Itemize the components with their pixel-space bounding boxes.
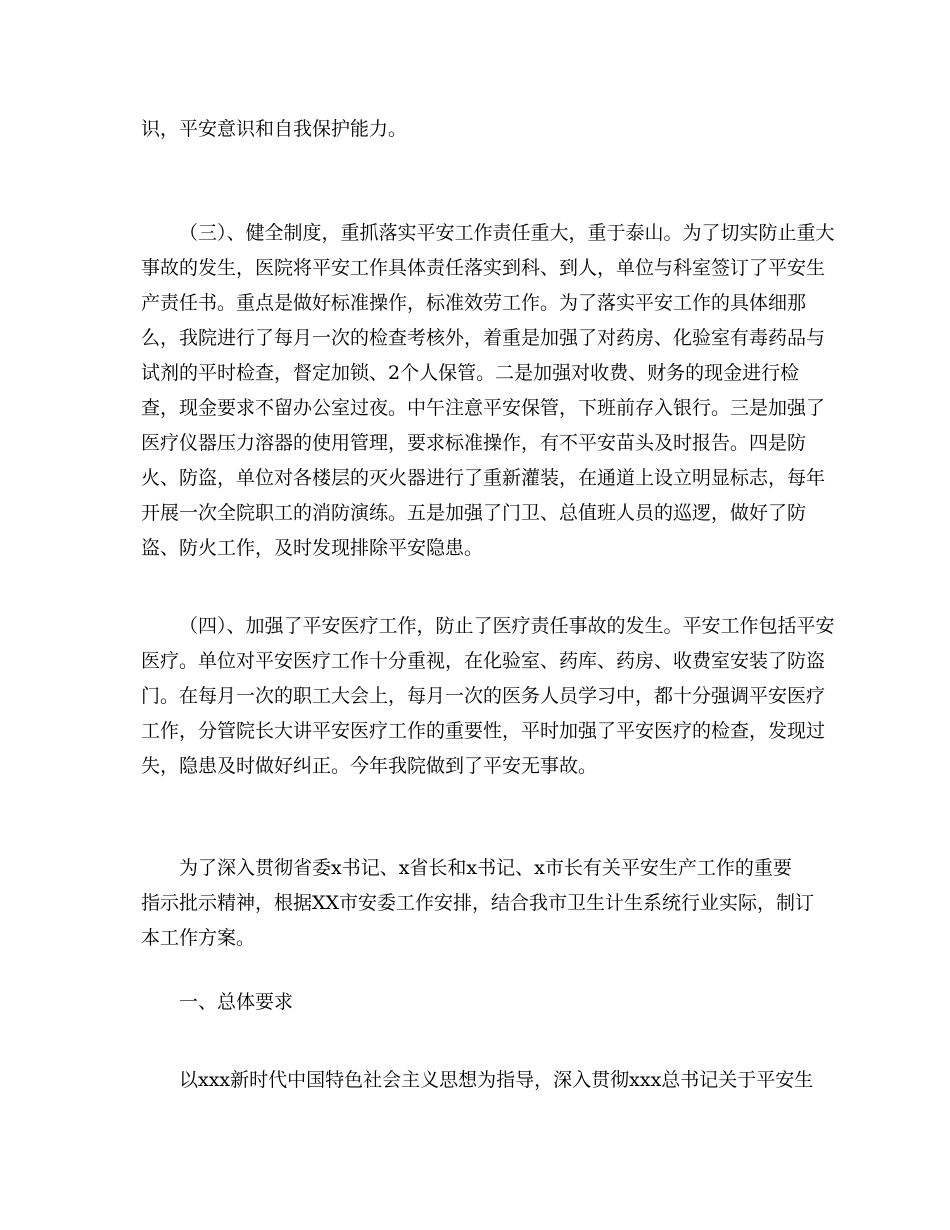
paragraph-line: 门。在每月一次的职工大会上，每月一次的医务人员学习中，都十分强调平安医疗	[141, 685, 826, 707]
paragraph-line: 为了深入贯彻省委x书记、x省长和x书记、x市长有关平安生产工作的重要	[179, 857, 792, 879]
paragraph-line: 开展一次全院职工的消防演练。五是加强了门卫、总值班人员的巡逻，做好了防	[141, 502, 807, 524]
paragraph-line: 失，隐患及时做好纠正。今年我院做到了平安无事故。	[141, 755, 598, 777]
paragraph-line: 识，平安意识和自我保护能力。	[141, 118, 408, 140]
paragraph-line: 么，我院进行了每月一次的检查考核外，着重是加强了对药房、化验室有毒药品与	[141, 327, 826, 349]
paragraph-line: （三）、健全制度，重抓落实平安工作责任重大，重于泰山。为了切实防止重大	[179, 222, 835, 244]
paragraph-line: 以xxx新时代中国特色社会主义思想为指导，深入贯彻xxx总书记关于平安生	[179, 1069, 814, 1091]
paragraph-line: 盗、防火工作，及时发现排除平安隐患。	[141, 537, 484, 559]
paragraph-line: 产责任书。重点是做好标准操作，标准效劳工作。为了落实平安工作的具体细那	[141, 292, 807, 314]
paragraph-line: 工作，分管院长大讲平安医疗工作的重要性，平时加强了平安医疗的检查，发现过	[141, 720, 826, 742]
paragraph-line: 火、防盗，单位对各楼层的灭火器进行了重新灌装，在通道上设立明显标志，每年	[141, 467, 826, 489]
section-heading: 一、总体要求	[179, 991, 294, 1013]
paragraph-line: 指示批示精神，根据XX市安委工作安排，结合我市卫生计生系统行业实际，制订	[141, 892, 815, 914]
paragraph-line: 医疗。单位对平安医疗工作十分重视，在化验室、药库、药房、收费室安装了防盗	[141, 650, 826, 672]
paragraph-line: 事故的发生，医院将平安工作具体责任落实到科、到人，单位与科室签订了平安生	[141, 257, 826, 279]
paragraph-line: 试剂的平时检查，督定加锁、2个人保管。二是加强对收费、财务的现金进行检	[141, 362, 800, 384]
paragraph-line: （四）、加强了平安医疗工作，防止了医疗责任事故的发生。平安工作包括平安	[179, 615, 835, 637]
paragraph-line: 查，现金要求不留办公室过夜。中午注意平安保管，下班前存入银行。三是加强了	[141, 397, 826, 419]
paragraph-line: 本工作方案。	[141, 927, 256, 949]
paragraph-line: 医疗仪器压力溶器的使用管理，要求标准操作，有不平安苗头及时报告。四是防	[141, 432, 807, 454]
